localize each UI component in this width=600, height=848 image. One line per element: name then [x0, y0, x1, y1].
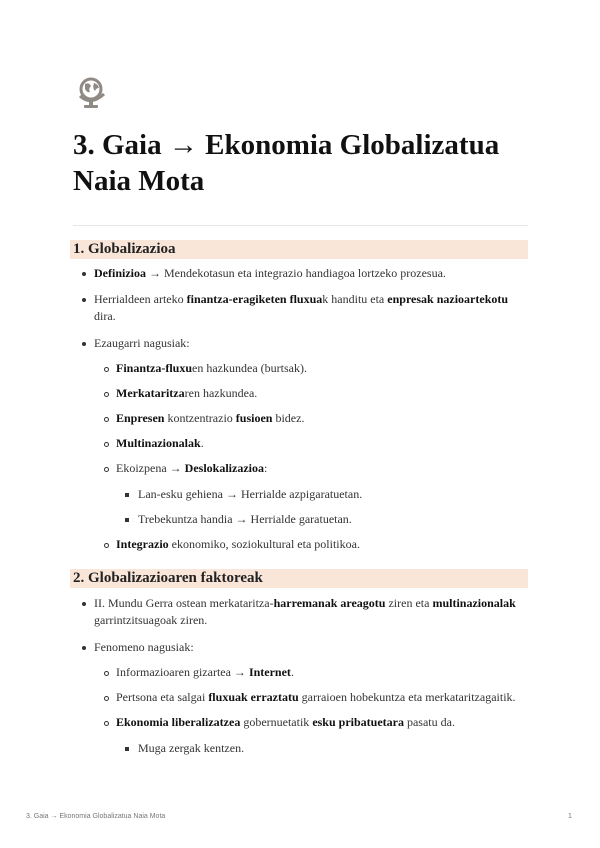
bullet-square	[125, 518, 129, 522]
list-item: Finantza-fluxuen hazkundea (burtsak).	[116, 361, 307, 375]
bullet-disc	[82, 646, 86, 650]
list-item: Enpresen kontzentrazio fusioen bidez.	[116, 411, 305, 425]
list-item: Informazioaren gizartea → Internet.	[116, 665, 294, 679]
bullet-circle	[104, 367, 109, 372]
bullet-circle	[104, 467, 109, 472]
list-item: Multinazionalak.	[116, 436, 204, 450]
bullet-disc	[82, 298, 86, 302]
bullet-circle	[104, 543, 109, 548]
list-item: Integrazio ekonomiko, soziokultural eta politikoa.	[116, 537, 360, 551]
page-title	[73, 127, 533, 199]
title-line-1: 3. Gaia → Ekonomia Globalizatua	[73, 129, 500, 161]
bullet-square	[125, 747, 129, 751]
list-item: II. Mundu Gerra ostean merkataritza-harremanak areagotu ziren eta multinazionalak garrintzitsuagoak ziren.	[94, 596, 516, 627]
list-item: Lan-esku gehiena → Herrialde azpigaratuetan.	[138, 487, 363, 501]
list-item: Merkataritzaren hazkundea.	[116, 386, 258, 400]
title-line-2: Naia Mota	[73, 165, 205, 197]
list-item: Definizioa → Mendekotasun eta integrazio handiagoa lortzeko prozesua.	[94, 266, 446, 280]
list-item: Fenomeno nagusiak:	[94, 640, 194, 654]
bullet-disc	[82, 342, 86, 346]
list-item: Muga zergak kentzen.	[138, 741, 245, 755]
bullet-circle	[104, 442, 109, 447]
section-heading-1: 1. Globalizazioa	[70, 240, 528, 259]
list-item: Pertsona eta salgai fluxuak erraztatu garraioen hobekuntza eta merkataritzagaitik.	[116, 690, 516, 704]
bullet-circle	[104, 721, 109, 726]
page-number: 1	[568, 813, 572, 820]
footer-title: 3. Gaia → Ekonomia Globalizatua Naia Mota	[26, 813, 166, 820]
bullet-circle	[104, 392, 109, 397]
list-item: Trebekuntza handia → Herrialde garatuetan.	[138, 512, 352, 526]
bullet-square	[125, 493, 129, 497]
section-heading-2: 2. Globalizazioaren faktoreak	[70, 569, 528, 588]
bullet-circle	[104, 696, 109, 701]
bullet-disc	[82, 272, 86, 276]
list-item: Ekoizpena → Deslokalizazioa:	[116, 461, 268, 475]
list-item: Herrialdeen arteko finantza-eragiketen fluxuak handitu eta enpresak nazioartekotu dira.	[94, 292, 509, 323]
bullet-circle	[104, 671, 109, 676]
list-item: Ezaugarri nagusiak:	[94, 336, 190, 350]
list-item: Ekonomia liberalizatzea gobernuetatik esku pribatuetara pasatu da.	[116, 715, 455, 729]
bullet-circle	[104, 417, 109, 422]
bullet-disc	[82, 602, 86, 606]
globe-icon	[74, 74, 110, 110]
divider	[73, 225, 528, 226]
